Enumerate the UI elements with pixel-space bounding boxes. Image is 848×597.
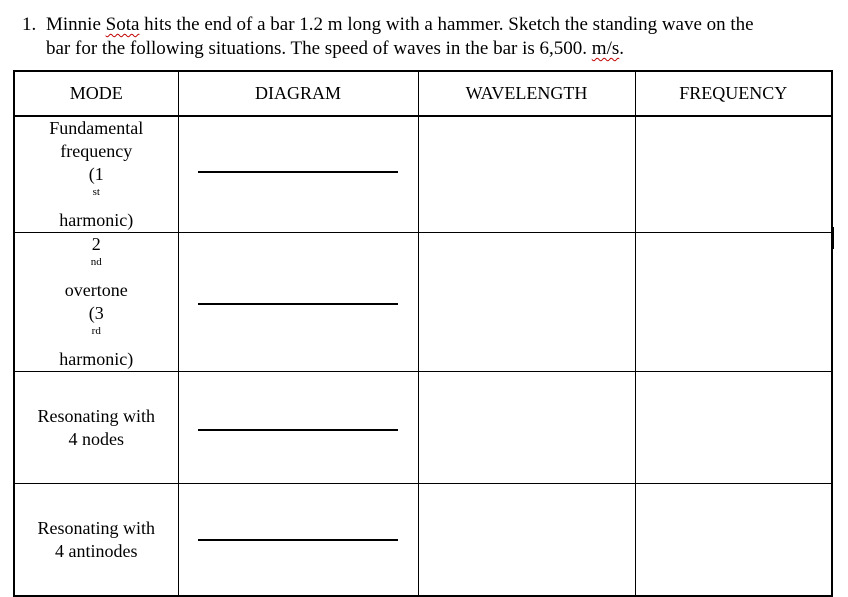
spellcheck-flagged-word: Sota (105, 14, 140, 35)
header-mode: MODE (14, 71, 178, 116)
spellcheck-flagged-unit: m/s (591, 38, 620, 59)
question-number: 1. (22, 14, 37, 35)
wavelength-cell[interactable] (418, 484, 635, 597)
wavelength-cell[interactable] (418, 116, 635, 233)
frequency-cell[interactable] (635, 372, 832, 484)
bar-line (198, 171, 398, 173)
text-cursor (832, 227, 834, 249)
table-row (14, 372, 832, 484)
table-row (14, 116, 832, 233)
wavelength-cell[interactable] (418, 233, 635, 372)
bar-line (198, 539, 398, 541)
frequency-cell[interactable] (635, 233, 832, 372)
diagram-cell[interactable] (178, 233, 418, 372)
table-row (14, 233, 832, 372)
mode-cell: Fundamental frequency (1 $^{st}$ harmonic) (14, 116, 178, 233)
bar-line (198, 429, 398, 431)
mode-cell: Resonating with 4 nodes (14, 372, 178, 484)
mode-cell: 2 $^{nd}$ overtone (3 $^{rd}$ harmonic) (14, 233, 178, 372)
wavelength-cell[interactable] (418, 372, 635, 484)
mode-cell: Resonating with 4 antinodes (14, 484, 178, 597)
frequency-cell[interactable] (635, 484, 832, 597)
frequency-cell[interactable] (635, 116, 832, 233)
question-line-1: Minnie Sota hits the end of a bar 1.2 m long with a hammer. Sketch the standing wave on the (46, 14, 754, 35)
header-diagram: DIAGRAM (178, 71, 418, 116)
table-row (14, 484, 832, 597)
standing-wave-table (13, 70, 833, 597)
header-wavelength: WAVELENGTH (418, 71, 635, 116)
diagram-cell[interactable] (178, 116, 418, 233)
question-line-2: bar for the following situations. The speed of waves in the bar is 6,500. m/s. (46, 38, 624, 59)
header-frequency: FREQUENCY (635, 71, 832, 116)
diagram-cell[interactable] (178, 484, 418, 597)
diagram-cell[interactable] (178, 372, 418, 484)
table-header-row (14, 71, 832, 116)
bar-line (198, 303, 398, 305)
